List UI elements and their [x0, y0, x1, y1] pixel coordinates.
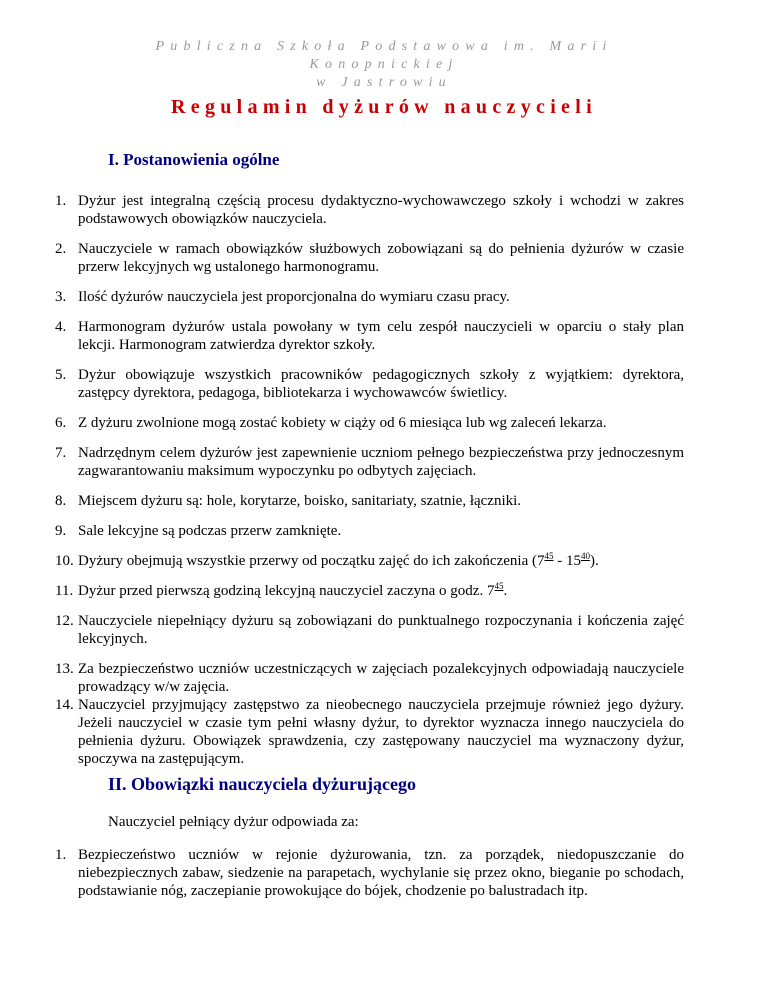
section-heading-general: I. Postanowienia ogólne: [108, 150, 280, 169]
item-number: 12.: [55, 613, 74, 629]
item-text: Bezpieczeństwo uczniów w rejonie dyżurowania, tzn. za porządek, niedopuszczanie do niebezpiecznych zabaw, siedzenie na parapetach, wychylanie się przez okno, bieganie po schodach, podstawianie nóg, zaczepianie prowokujące do bójek, chodzenie po balustradach itp.: [78, 847, 684, 899]
item-text: [78, 582, 684, 600]
item-number: 1.: [55, 193, 67, 209]
item-number: 5.: [55, 367, 67, 383]
item-text: Miejscem dyżuru są: hole, korytarze, boisko, sanitariaty, szatnie, łączniki.: [78, 493, 522, 509]
item-text-part: Dyżur przed pierwszą godziną lekcyjną nauczyciel zaczyna o godz. 7: [78, 583, 495, 599]
item-text: Dyżur obowiązuje wszystkich pracowników pedagogicznych szkoły z wyjątkiem: dyrektora, zastępcy dyrektora, pedagoga, bibliotekarza i wychowawców świetlicy.: [78, 367, 684, 401]
item-text-part: ).: [589, 553, 599, 569]
item-number: 1.: [55, 847, 67, 863]
item-number: 14.: [55, 697, 74, 713]
item-number: 11.: [55, 583, 74, 599]
item-text-part: - 15: [553, 553, 581, 569]
item-number: 6.: [55, 415, 67, 431]
item-number: 7.: [55, 445, 67, 461]
item-text: Sale lekcyjne są podczas przerw zamknięte.: [78, 523, 342, 539]
item-number: 4.: [55, 319, 67, 335]
item-text: [78, 552, 684, 570]
item-number: 13.: [55, 661, 74, 677]
time-superscript: 45: [494, 581, 504, 591]
item-text: Z dyżuru zwolnione mogą zostać kobiety w ciąży od 6 miesiąca lub wg zaleceń lekarza.: [78, 415, 607, 431]
item-number: 3.: [55, 289, 67, 305]
section-heading-duties: II. Obowiązki nauczyciela dyżurującego: [108, 774, 416, 794]
document-title: Regulamin dyżurów nauczycieli: [171, 96, 597, 118]
item-text-part: .: [503, 583, 508, 599]
item-text: Za bezpieczeństwo uczniów uczestniczących w zajęciach pozalekcyjnych odpowiadają nauczyciele prowadzący w/w zajęcia.: [78, 661, 684, 695]
school-header: [80, 38, 688, 92]
item-text: Ilość dyżurów nauczyciela jest proporcjonalna do wymiaru czasu pracy.: [78, 289, 510, 305]
item-number: 9.: [55, 523, 67, 539]
school-name: Publiczna Szkoła Podstawowa im. Marii Konopnickiej: [155, 39, 613, 72]
item-number: 2.: [55, 241, 67, 257]
section-intro: Nauczyciel pełniący dyżur odpowiada za:: [108, 814, 359, 830]
item-number: 10.: [55, 553, 74, 569]
item-text: Nauczyciele niepełniący dyżuru są zobowiązani do punktualnego rozpoczynania i kończenia zajęć lekcyjnych.: [78, 613, 684, 647]
item-text: Nadrzędnym celem dyżurów jest zapewnienie uczniom pełnego bezpieczeństwa przy jednoczesnym zagwarantowaniu maksimum wypoczynku po odbytych zajęciach.: [78, 445, 684, 479]
item-text: Nauczyciel przyjmujący zastępstwo za nieobecnego nauczyciela przejmuje również jego dyżury. Jeżeli nauczyciel w czasie tym pełni własny dyżur, to dyrektor wyznacza innego nauczyciela do pełnienia dyżuru. Obowiązek sprawdzenia, czy zastępowany nauczyciel ma wyznaczony dyżur, spoczywa na zastępującym.: [78, 697, 684, 767]
time-superscript: 40: [580, 551, 590, 561]
item-text: Dyżur jest integralną częścią procesu dydaktyczno-wychowawczego szkoły i wchodzi w zakres podstawowych obowiązków nauczyciela.: [78, 193, 684, 227]
time-superscript: 45: [544, 551, 554, 561]
school-location: w Jastrowiu: [316, 75, 452, 90]
item-text: Harmonogram dyżurów ustala powołany w tym celu zespół nauczycieli w oparciu o stały plan lekcji. Harmonogram zatwierdza dyrektor szkoły.: [78, 319, 684, 353]
item-text-part: Dyżury obejmują wszystkie przerwy od początku zajęć do ich zakończenia (7: [78, 553, 545, 569]
item-number: 8.: [55, 493, 67, 509]
item-text: Nauczyciele w ramach obowiązków służbowych zobowiązani są do pełnienia dyżurów w czasie przerw lekcyjnych wg ustalonego harmonogramu.: [78, 241, 684, 275]
